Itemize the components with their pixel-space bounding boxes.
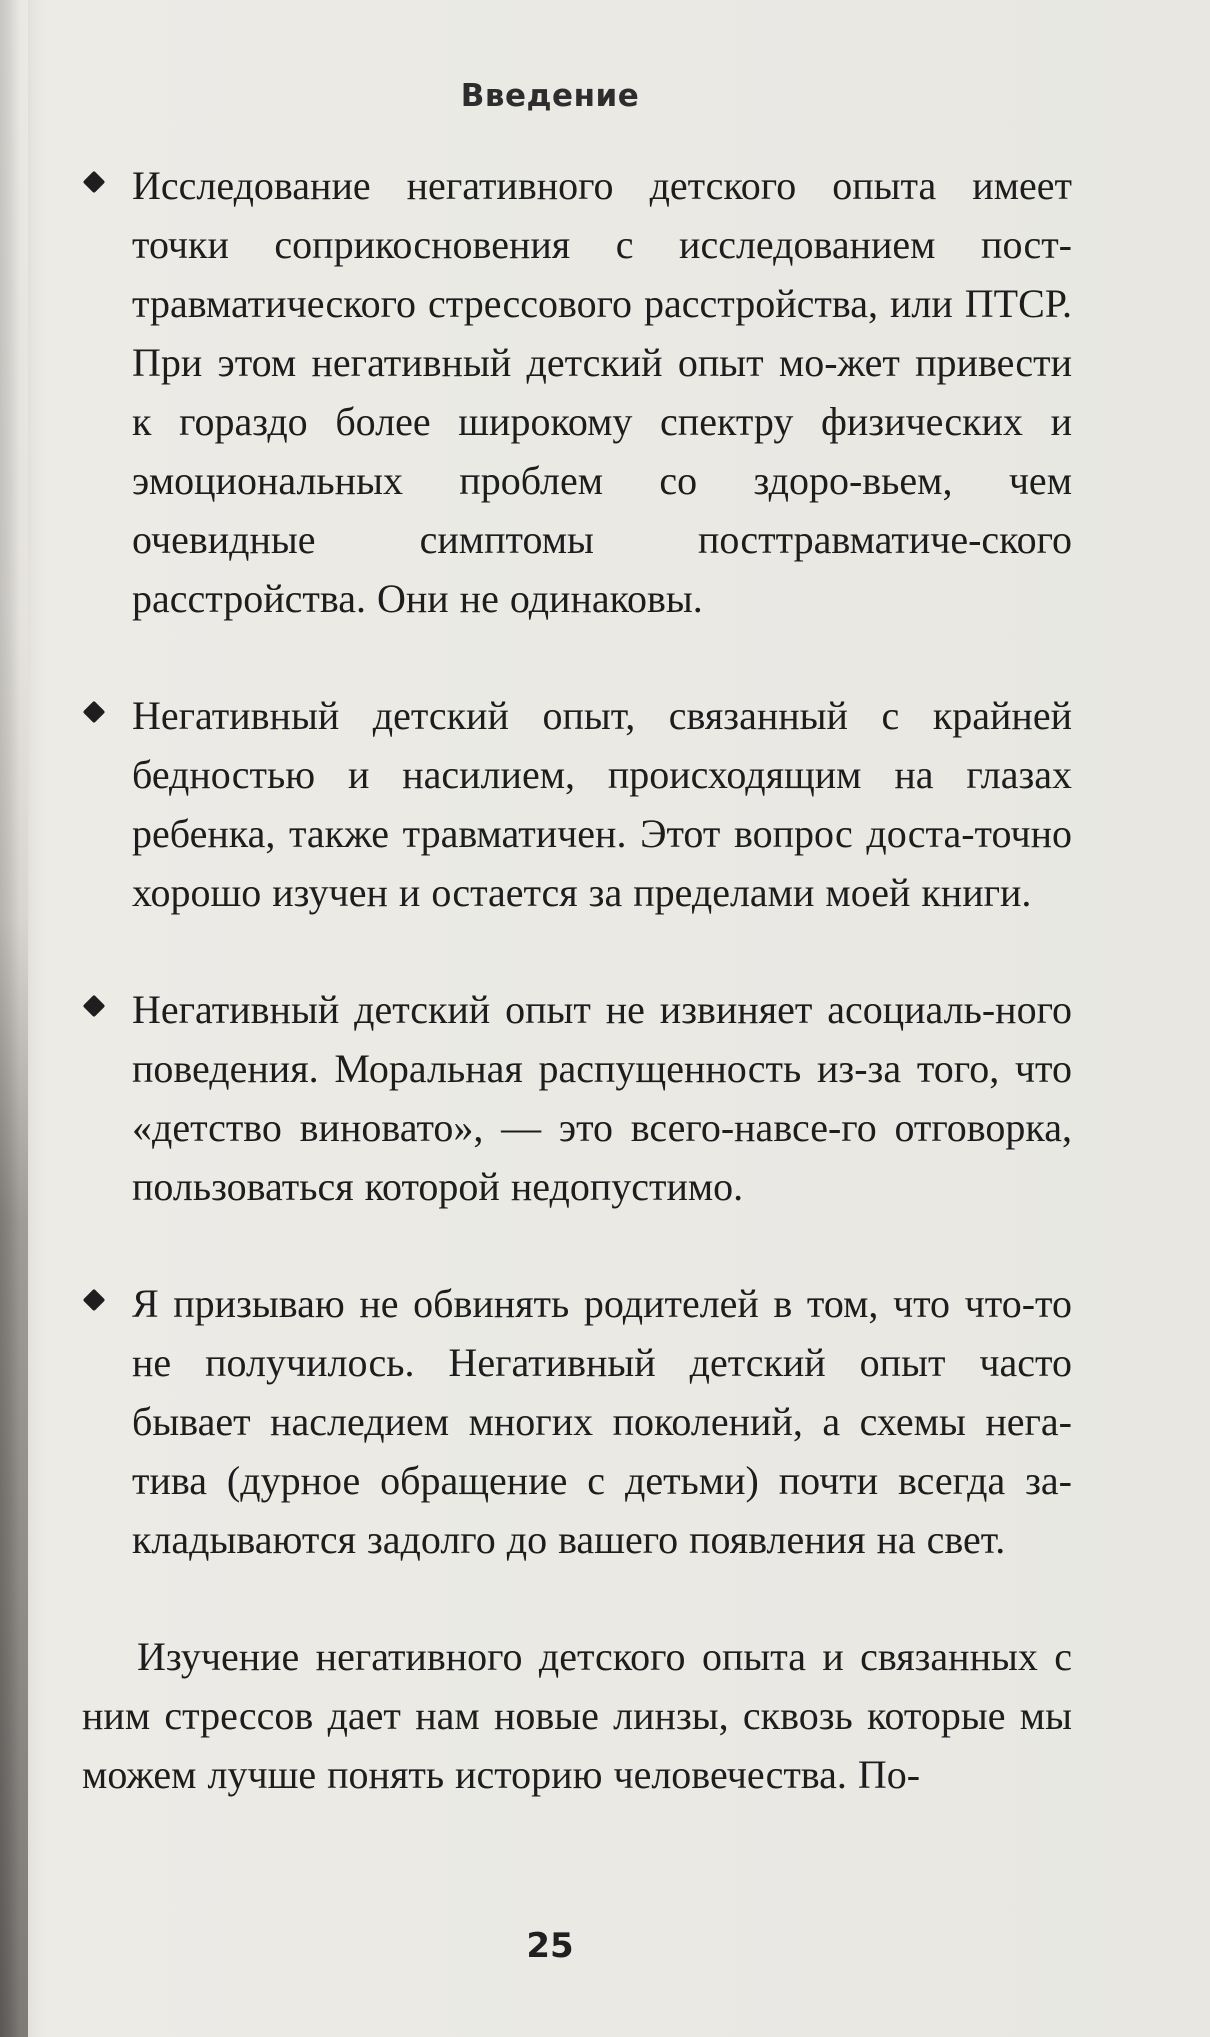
bullet-text: Я призываю не обвинять родителей в том, что что-то не получилось. Негативный детский опыт часто бывает наследием многих поколений, а схемы нега-тива (дурное обращение с детьми) почти всегда за-кладываются задолго до вашего появления на свет. xyxy=(132,1281,1072,1562)
diamond-bullet-icon xyxy=(83,1289,106,1312)
bullet-text: Негативный детский опыт не извиняет асоциаль-ного поведения. Моральная распущенность из-за того, что «детство виновато», — это всего-навсе-го отговорка, пользоваться которой недопустимо. xyxy=(132,987,1072,1209)
bullet-item xyxy=(82,980,1072,1216)
diamond-bullet-icon xyxy=(83,171,106,194)
page-content xyxy=(82,156,1072,1844)
bullet-text: Негативный детский опыт, связанный с крайней бедностью и насилием, происходящим на глазах ребенка, также травматичен. Этот вопрос доста-точно хорошо изучен и остается за пределами моей книги. xyxy=(132,693,1072,915)
diamond-bullet-icon xyxy=(83,701,106,724)
page-binding-shadow xyxy=(0,0,28,2037)
bullet-text: Исследование негативного детского опыта имеет точки соприкосновения с исследованием пост-травматического стрессового расстройства, или ПТСР. При этом негативный детский опыт мо-жет привести к гораздо более широкому спектру физических и эмоциональных проблем со здоро-вьем, чем очевидные симптомы посттравматиче-ского расстройства. Они не одинаковы. xyxy=(132,163,1072,621)
bullet-item xyxy=(82,156,1072,628)
running-head: Введение xyxy=(460,78,640,114)
bullet-item xyxy=(82,686,1072,922)
body-paragraph: Изучение негативного детского опыта и связанных с ним стрессов дает нам новые линзы, сквозь которые мы можем лучше понять историю человечества. По- xyxy=(82,1634,1072,1797)
page-number: 25 xyxy=(526,1926,574,1966)
diamond-bullet-icon xyxy=(83,995,106,1018)
bullet-list xyxy=(82,156,1072,1569)
bullet-item xyxy=(82,1274,1072,1569)
